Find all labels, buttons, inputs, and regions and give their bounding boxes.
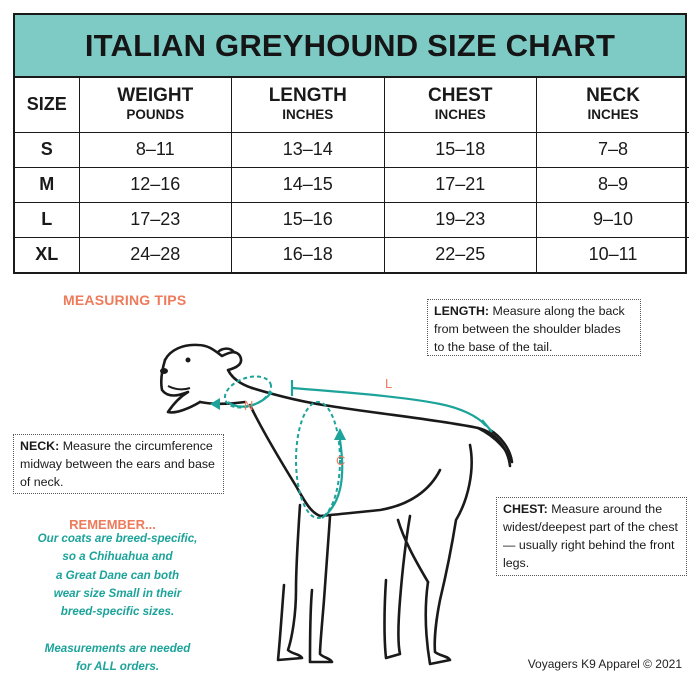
orders-line: Measurements are needed — [44, 642, 191, 655]
neck-tip-text: Measure the circumference midway between the ears and base of neck. — [20, 439, 215, 489]
size-grid — [15, 78, 689, 272]
table-row-xl — [15, 237, 689, 272]
orders-line: for ALL orders. — [75, 660, 160, 674]
remember-line: Our coats are breed-specific, — [37, 532, 198, 545]
table-row-m — [15, 167, 689, 202]
neck-marker-label: N — [244, 398, 254, 413]
weight-cell: 24–28 — [79, 237, 232, 272]
length-column-header: LENGTH INCHES — [232, 78, 385, 132]
chest-tip-label: CHEST: — [503, 502, 548, 516]
copyright-text: Voyagers K9 Apparel © 2021 — [527, 657, 682, 671]
size-cell: XL — [15, 237, 79, 272]
remember-heading: REMEMBER... — [69, 517, 156, 532]
length-cell: 16–18 — [232, 237, 385, 272]
weight-cell: 8–11 — [79, 132, 232, 167]
neck-column-header: NECK INCHES — [537, 78, 690, 132]
size-cell: S — [15, 132, 79, 167]
neck-cell: 9–10 — [537, 202, 690, 237]
length-cell: 13–14 — [232, 132, 385, 167]
chest-cell: 22–25 — [384, 237, 537, 272]
table-title: ITALIAN GREYHOUND SIZE CHART — [15, 15, 685, 78]
orders-note — [0, 640, 235, 677]
length-marker-label: L — [385, 376, 393, 391]
table-row-l — [15, 202, 689, 237]
dog-eye — [186, 358, 191, 363]
length-cell: 14–15 — [232, 167, 385, 202]
chest-cell: 15–18 — [384, 132, 537, 167]
dog-mouth — [168, 386, 190, 389]
measuring-tips-heading: MEASURING TIPS — [63, 292, 187, 308]
size-chart-table — [13, 13, 687, 274]
header-row — [15, 78, 689, 132]
size-column-header: SIZE — [15, 78, 79, 132]
neck-cell: 8–9 — [537, 167, 690, 202]
chest-tip-text: Measure around the widest/deepest part of the chest— usually right behind the front legs. — [503, 502, 678, 570]
weight-cell: 12–16 — [79, 167, 232, 202]
chest-cell: 19–23 — [384, 202, 537, 237]
chest-cell: 17–21 — [384, 167, 537, 202]
chest-marker-label: C — [336, 453, 346, 468]
neck-tip-label: NECK: — [20, 439, 60, 453]
size-cell: M — [15, 167, 79, 202]
weight-cell: 17–23 — [79, 202, 232, 237]
remember-line: so a Chihuahua and — [62, 550, 173, 564]
length-cell: 15–16 — [232, 202, 385, 237]
table-row-s — [15, 132, 689, 167]
weight-column-header: WEIGHT POUNDS — [79, 78, 232, 132]
dog-nose — [160, 368, 168, 374]
size-cell: L — [15, 202, 79, 237]
neck-cell: 10–11 — [537, 237, 690, 272]
length-tip-text: Measure along the back from between the shoulder blades to the base of the tail. — [434, 304, 625, 354]
chest-column-header: CHEST INCHES — [384, 78, 537, 132]
neck-cell: 7–8 — [537, 132, 690, 167]
remember-line: a Great Dane can both — [55, 568, 180, 582]
remember-text — [0, 530, 235, 621]
greyhound-illustration — [150, 330, 530, 690]
length-tip-label: LENGTH: — [434, 304, 490, 318]
remember-line: breed-specific sizes. — [60, 605, 175, 619]
remember-line: wear size Small in their — [53, 586, 182, 600]
